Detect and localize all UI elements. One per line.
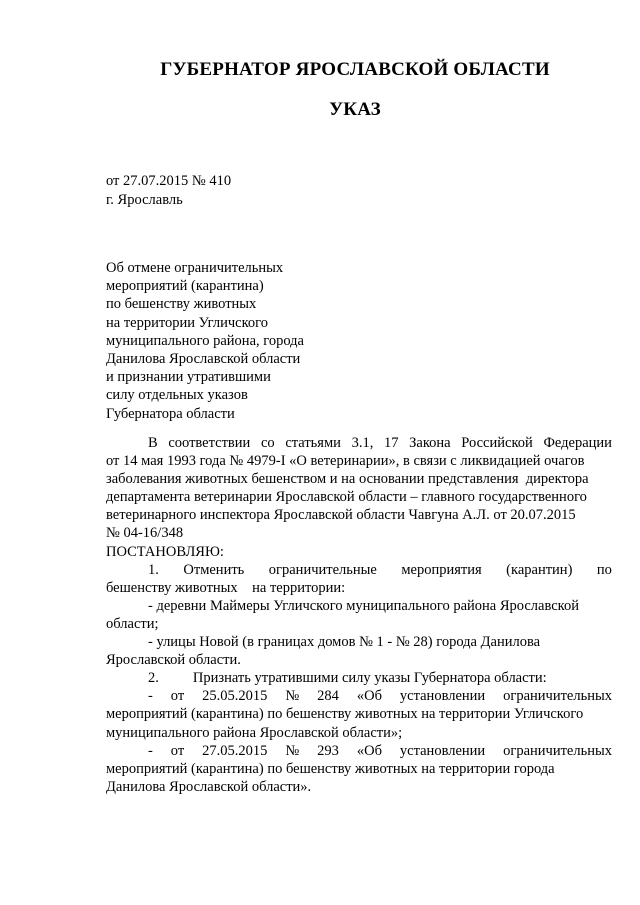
subject-line: муниципального района, города	[106, 332, 304, 349]
body-word: ограничительных	[503, 688, 612, 705]
body-word: Российской	[461, 435, 533, 451]
body-word: ПОСТАНОВЛЯЮ:	[106, 543, 224, 560]
body-word: ограничительных	[503, 742, 612, 759]
body-word: Данилова Ярославской области».	[106, 778, 312, 795]
body-line	[106, 452, 612, 470]
body-line	[106, 615, 612, 633]
subject-line: Губернатора области	[106, 405, 235, 422]
body-word: со	[260, 435, 275, 451]
body-line	[106, 760, 612, 778]
body-line	[106, 633, 612, 651]
body-line	[106, 579, 612, 597]
body-word: по	[596, 561, 612, 578]
subject-line: Данилова Ярославской области	[106, 351, 301, 368]
body-word: Закона	[409, 435, 451, 451]
body-word: департамента ветеринарии Ярославской области – главного государственного	[106, 489, 587, 506]
body-word: бешенству животных на территории:	[106, 579, 346, 596]
body-word: от	[170, 742, 185, 759]
body-word: 284	[317, 688, 339, 705]
body-word: от 14 мая 1993 года № 4979-I «О ветеринарии», в связи с ликвидацией очагов	[106, 453, 585, 470]
decree-meta	[106, 172, 231, 210]
body-line	[106, 597, 612, 615]
body-word: 3.1,	[351, 435, 374, 451]
body-word: мероприятий (карантина) по бешенству животных на территории Угличского	[106, 706, 584, 723]
body-word: 27.05.2015	[202, 742, 268, 759]
body-word: от	[170, 688, 185, 705]
body-word: статьями	[285, 435, 341, 451]
governor-title: ГУБЕРНАТОР ЯРОСЛАВСКОЙ ОБЛАСТИ	[160, 59, 550, 80]
body-word: - улицы Новой (в границах домов № 1 - № 28) города Данилова	[148, 634, 541, 651]
subject-line: и признании утратившими	[106, 369, 271, 386]
body-word: 25.05.2015	[202, 688, 268, 705]
body-word: мероприятия	[401, 561, 482, 578]
decree-subject	[106, 259, 304, 423]
body-word: -	[148, 742, 153, 759]
decree-title: УКАЗ	[329, 99, 381, 120]
body-line	[106, 724, 612, 742]
body-word: Отменить	[183, 561, 245, 578]
subject-line: Об отмене ограничительных	[106, 260, 284, 276]
body-line	[106, 524, 612, 542]
body-word: ограничительные	[268, 561, 377, 578]
body-line	[106, 742, 612, 760]
body-word: В	[148, 435, 158, 451]
body-word: ветеринарного инспектора Ярославской области Чавгуна А.Л. от 20.07.2015	[106, 507, 576, 524]
body-word: Ярославской области.	[106, 652, 241, 669]
body-line	[106, 470, 612, 488]
body-word: мероприятий (карантина) по бешенству животных на территории города	[106, 760, 555, 777]
body-word: 293	[317, 742, 339, 759]
body-word: №	[285, 742, 300, 759]
body-line	[106, 669, 612, 687]
subject-line: на территории Угличского	[106, 314, 268, 331]
decree-city: г. Ярославль	[106, 192, 183, 208]
body-word: Признать утратившими силу указы Губернатора области:	[192, 670, 547, 687]
body-word: муниципального района Ярославской области»;	[106, 724, 403, 741]
body-word: 1.	[148, 561, 159, 578]
subject-line: силу отдельных указов	[106, 387, 248, 404]
body-word: установлении	[399, 742, 486, 759]
body-line	[106, 488, 612, 506]
body-line	[106, 705, 612, 723]
body-word: 17	[383, 435, 399, 451]
body-line	[106, 543, 612, 561]
subject-line: мероприятий (карантина)	[106, 278, 264, 295]
body-line	[106, 651, 612, 669]
body-word: «Об	[356, 688, 382, 705]
body-word: «Об	[356, 742, 382, 759]
body-line	[106, 434, 612, 452]
body-line	[106, 561, 612, 579]
decree-date-number: от 27.07.2015 № 410	[106, 173, 232, 189]
body-word: (карантин)	[506, 561, 573, 578]
body-word: - деревни Маймеры Угличского муниципального района Ярославской	[148, 597, 579, 614]
body-word: заболевания животных бешенством и на основании представления директора	[106, 471, 589, 488]
body-line	[106, 778, 612, 796]
decree-body	[106, 434, 612, 796]
body-word: Федерации	[543, 435, 612, 451]
subject-line: по бешенству животных	[106, 296, 257, 313]
body-word: 2.	[148, 670, 159, 687]
body-word: установлении	[399, 688, 486, 705]
body-word: № 04-16/348	[106, 525, 184, 542]
body-word: области;	[106, 615, 159, 632]
body-word: №	[285, 688, 300, 705]
body-line	[106, 687, 612, 705]
body-word: -	[148, 688, 153, 705]
body-line	[106, 506, 612, 524]
body-word: соответствии	[168, 435, 251, 451]
